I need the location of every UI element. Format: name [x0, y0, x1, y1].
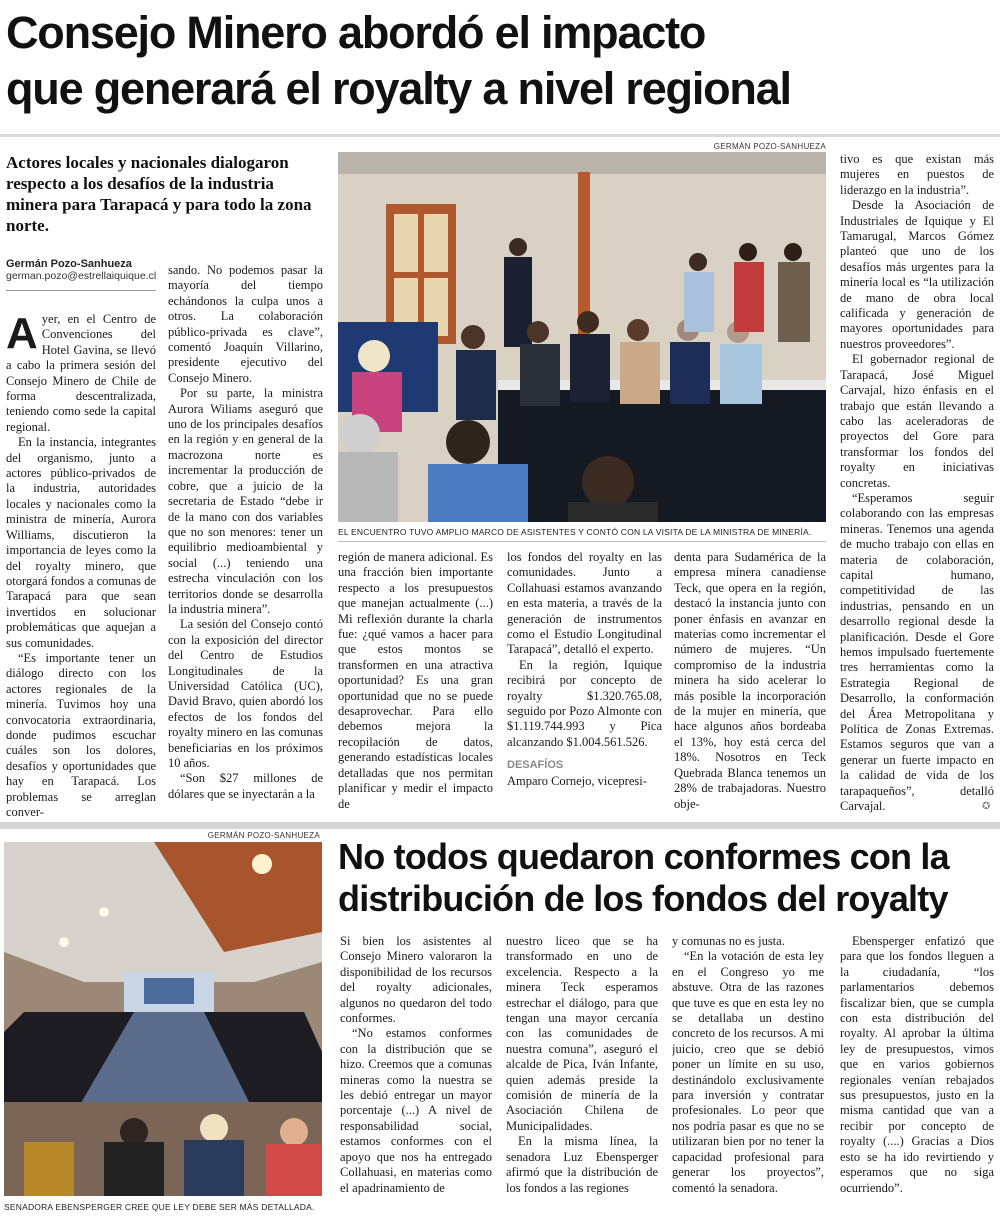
article2-headline-line2: distribución de los fondos del royalty	[338, 878, 948, 919]
byline-email: german.pozo@estrellaiquique.cl	[6, 270, 157, 282]
article2-headline	[338, 836, 998, 920]
article-divider	[0, 822, 1000, 829]
article1-column-5	[674, 550, 826, 820]
photo1-caption: EL ENCUENTRO TUVO AMPLIO MARCO DE ASISTENTES Y CONTÓ CON LA VISITA DE LA MINISTRA DE MINERÍA.	[338, 527, 812, 537]
paragraph: “No estamos conformes con la distribución que se hizo. Creemos que a comunas mineras como la nuestra se les debió entregar un mayor porcentaje (...) A nivel de responsabilidad social, estamos conformes con el apoyo que nos ha entregado Collahuasi, en materias como el apadrinamiento de	[340, 1026, 492, 1195]
paragraph: Amparo Cornejo, vicepresi-	[507, 773, 647, 788]
paragraph: El gobernador regional de Tarapacá, José Miguel Carvajal, hizo énfasis en el trabajo que están llevando a cabo las aceleradoras de proyectos del Gore para transformar los fondos del royalty en iniciativas concretas.	[840, 352, 994, 490]
article1-column-4	[507, 550, 662, 820]
byline	[6, 258, 156, 282]
paragraph: denta para Sudamérica de la empresa minera canadiense Teck, que opera en la región, destacó la instancia junto con poner énfasis en avanzar en materias como incrementar el número de mujeres. “Un compromiso de la industria minera ha sido acelerar lo más posible la incorporación de la mujer en minería, que hace algunos años bordeaba el 13%, hoy está cerca del 18%. Nosotros en Teck Quebrada Blanca tenemos un 28% de trabajadoras. Nuestro obje-	[674, 550, 826, 811]
paragraph: En la misma línea, la senadora Luz Ebensperger afirmó que la distribución de los fondos a las regiones	[506, 1134, 658, 1195]
photo1-credit: GERMÁN POZO-SANHUEZA	[713, 142, 826, 151]
article1-headline	[6, 6, 996, 116]
conference-photo	[338, 152, 826, 522]
paragraph: Por su parte, la ministra Aurora Wiliams aseguró que uno de los principales desafíos en la región y en general de la macrozona norte es incrementar la producción de cobre, que a juicio de la secretaria de Estado “debe ir de la mano con dos variables que no son menores: tener un equilibrio medioambiental y social (...) teniendo una estrecha vinculación con los territorios donde se desarrolla la industria minera”.	[168, 386, 323, 616]
paragraph: yer, en el Centro de Convenciones del Hotel Gavina, se llevó a cabo la primera sesión del Consejo Minero de Chile de forma descentralizada, teniendo como sede la capital regional.	[6, 312, 156, 434]
paragraph: En la región, Iquique recibirá por concepto de royalty $1.320.765.08, seguido por Pozo Almonte con $1.119.744.993 y Pica alcanzando $1.004.561.526.	[507, 657, 662, 749]
paragraph: y comunas no es justa.	[672, 934, 785, 948]
article2-column-3	[672, 934, 824, 1220]
caption-rule	[338, 541, 826, 542]
conference-photo-illustration	[338, 152, 826, 522]
paragraph: Desde la Asociación de Industriales de Iquique y El Tamarugal, Marcos Gómez planteó que uno de los desafíos más urgentes para la minería local es “la utilización de mano de obra local calificada y generación de mayores oportunidades para nuestros proveedores”.	[840, 198, 994, 351]
paragraph: “Es importante tener un diálogo directo con los actores regionales de la minería. Tuvimos hoy una convocatoria extraordinaria, donde pudimos escuchar cuáles son los dolores, desafíos y oportunidades que hay en Tarapacá. Los problemas se arreglan conver-	[6, 650, 156, 819]
paragraph: “En la votación de esta ley en el Congreso yo me abstuve. Otra de las razones que tuve es que en esta ley no se detallaba un destino concreto de los recursos. A mi juicio, creo que se debió poner un límite en su uso, destinándolo exclusivamente para inversión y contratar profesionales. Lo peor que nos podría pasar es que no se utilizaran bien por no tener la capacidad profesional para generar los proyectos”, comentó la senadora.	[672, 949, 824, 1195]
article1-column-3	[338, 550, 493, 820]
paragraph: Ebensperger enfatizó que para que los fondos lleguen a la ciudadanía, “los parlamentarios debemos fiscalizar bien, que se cumpla con esta distribución del royalty. Al aprobar la última ley de presupuestos, vimos que en varios gobiernos regionales venían rebajados sus presupuestos, justo en la misma cantidad que van a recibir por concepto de royalty (....) Gracias a Dios esto se ha ido revirtiendo y esperamos que no siga ocurriendo”.	[840, 934, 994, 1195]
paragraph: En la instancia, integrantes del organismo, junto a actores público-privados de la industria, autoridades locales y nacionales como la ministra de minería, Aurora Williams, discutieron la importancia de leyes como la del royalty minero, que otorgará fondos a comunas de Tarapacá para que sean invertidos en solucionar problemáticas que aquejan a sus comunidades.	[6, 435, 156, 650]
end-mark-icon: ✪	[982, 801, 991, 812]
byline-rule	[6, 290, 156, 291]
paragraph: sando. No podemos pasar la mayoría del tiempo echándonos la culpa unos a otros. La colaboración público-privada es clave”, comentó Joaquín Villarino, presidente ejecutivo del Consejo Minero.	[168, 263, 323, 385]
photo2-caption: SENADORA EBENSPERGER CREE QUE LEY DEBE SER MÁS DETALLADA.	[4, 1202, 315, 1212]
article1-headline-line1: Consejo Minero abordó el impacto	[6, 7, 706, 58]
paragraph: nuestro liceo que se ha transformado en uno de excelencia. Respecto a la minera Teck esperamos estrechar el diálogo, para que tengan una mayor cercanía con las comunidades de nuestra comuna”, aseguró el alcalde de Pica, Iván Infante, quien además preside la comisión de minería de la Asociación Chilena de Municipalidades.	[506, 934, 658, 1133]
dropcap: A	[6, 312, 38, 358]
meeting-room-photo	[4, 842, 322, 1196]
paragraph: “Son $27 millones de dólares que se inyectarán a la	[168, 771, 323, 801]
paragraph: región de manera adicional. Es una fracción bien importante respecto a los presupuestos que manejan actualmente (...) Mi reflexión durante la charla fue: ¿qué vamos a hacer para que estos montos se transformen en una atractiva oportunidad? Es una gran oportunidad que no se puede desaprovechar. Para ello debemos mejora la recopilación de datos, generando estadísticas locales detalladas que nos permitan planificar y medir el impacto de	[338, 550, 493, 811]
article1-column-2	[168, 263, 323, 820]
top-divider	[0, 134, 1000, 137]
byline-author: Germán Pozo-Sanhueza	[6, 258, 132, 270]
article1-subhead: Actores locales y nacionales dialogaron respecto a los desafíos de la industria minera para Tarapacá y para todo la zona norte.	[6, 153, 312, 235]
article2-column-4	[840, 934, 994, 1220]
meeting-room-illustration	[4, 842, 322, 1196]
article2-headline-line1: No todos quedaron conformes con la	[338, 836, 949, 877]
paragraph: “Esperamos seguir colaborando con las empresas mineras. Tenemos una agenda de mucho trabajo con ellas en materia de colaboración, capital humano, competitividad de las industrias, pensando en un desarrollo regional desde la planificación. Desde el Gore hemos impulsado fuertemente tres herramientas como la Estrategia Regional de Desarrollo, la conformación del Área Metropolitana y Política de Zonas Extremas. Estamos seguros que van a generar un fuerte impacto en la calidad de vida de los tarapaqueños”, detalló Carvajal.	[840, 490, 994, 814]
paragraph: La sesión del Consejo contó con la exposición del director del Centro de Estudios Longitudinales de la Universidad Católica (UC), David Bravo, quien abordó los efectos de los fondos del royalty minero en las comunas beneficiarias en los próximos 10 años.	[168, 617, 323, 770]
paragraph: Si bien los asistentes al Consejo Minero valoraron la disponibilidad de los recursos del royalty adicionales, algunos no quedaron del todo conformes.	[340, 934, 492, 1026]
section-label-desafios: DESAFÍOS	[507, 759, 564, 772]
paragraph: los fondos del royalty en las comunidades. Junto a Collahuasi estamos avanzando en esta materia, a través de la generación de instrumentos como el Estudio Longitudinal Tarapacá”, detalló el experto.	[507, 550, 662, 657]
article1-column-6	[840, 152, 994, 820]
article1-headline-line2: que generará el royalty a nivel regional	[6, 63, 791, 114]
article1-column-1	[6, 312, 156, 820]
photo2-credit: GERMÁN POZO-SANHUEZA	[207, 831, 320, 840]
article2-column-1	[340, 934, 492, 1220]
article2-column-2	[506, 934, 658, 1220]
paragraph: tivo es que existan más mujeres en puestos de liderazgo en la industria”.	[840, 152, 994, 197]
